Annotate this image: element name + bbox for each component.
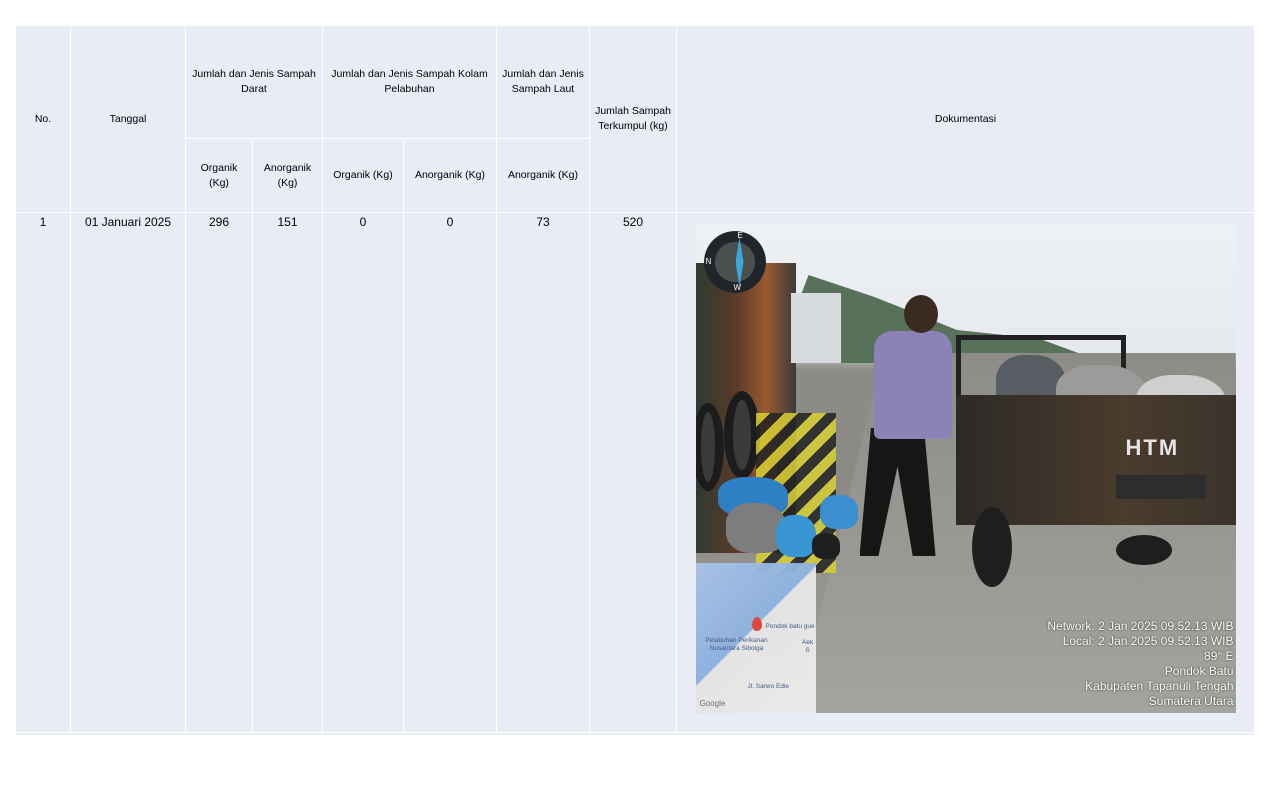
compass-needle [736, 237, 744, 287]
photo-trash-bag [812, 533, 840, 559]
header-darat-organik: Organik (Kg) [186, 139, 253, 213]
map-aek-label: Aek S [801, 639, 814, 654]
cell-darat-anorganik: 151 [253, 213, 323, 733]
header-total: Jumlah Sampah Terkumpul (kg) [590, 26, 677, 213]
photo-white-boat [791, 293, 841, 363]
compass-letter-w: W [733, 283, 742, 292]
stamp-heading: 89° E [1204, 649, 1234, 663]
cell-laut-anorganik: 73 [497, 213, 590, 733]
waste-report-sheet [15, 25, 1254, 735]
cart-plate [1116, 475, 1206, 499]
map-port-label: Pelabuhan Perikanan Nusantara Sibolga [705, 637, 768, 652]
header-dokumentasi: Dokumentasi [677, 26, 1255, 213]
photo-tire [724, 391, 760, 479]
map-pin-icon [752, 617, 762, 631]
photo-person-head [904, 295, 938, 333]
cart-box [956, 395, 1236, 525]
cart-label: HTM [1125, 435, 1180, 460]
photo-trash-bag [820, 495, 858, 529]
photo-person-body [874, 331, 952, 439]
cell-dokumentasi [677, 213, 1255, 733]
header-kolam-anorganik: Anorganik (Kg) [404, 139, 497, 213]
cart-wheel [972, 507, 1012, 587]
location-map [696, 563, 816, 713]
stamp-province: Sumatera Utara [1148, 694, 1234, 708]
header-darat-anorganik: Anorganik (Kg) [253, 139, 323, 213]
header-no: No. [16, 26, 71, 213]
photo-trash-bag [776, 515, 816, 557]
cell-total: 520 [590, 213, 677, 733]
compass-letter-n: N [705, 257, 712, 266]
header-kolam-organik: Organik (Kg) [323, 139, 404, 213]
header-laut-anorganik: Anorganik (Kg) [497, 139, 590, 213]
header-sampah-laut: Jumlah dan Jenis Sampah Laut [497, 26, 590, 139]
cell-kolam-anorganik: 0 [404, 213, 497, 733]
photo-tire [696, 403, 724, 491]
cart-wheel [1116, 535, 1172, 565]
stamp-place: Pondok Batu [1164, 664, 1234, 678]
waste-collection-table [15, 25, 1255, 733]
table-row [16, 213, 1255, 733]
map-pin-label: Pondok batu gue [765, 623, 815, 630]
documentation-photo [696, 223, 1236, 713]
compass-icon [700, 227, 770, 297]
stamp-regency: Kabupaten Tapanuli Tengah [1085, 679, 1234, 693]
google-logo: Google [699, 699, 726, 708]
photo-garbage-cart [956, 335, 1236, 575]
map-road-label: Jl. Sarwo Edie [747, 683, 790, 690]
cell-kolam-organik: 0 [323, 213, 404, 733]
header-sampah-kolam: Jumlah dan Jenis Sampah Kolam Pelabuhan [323, 26, 497, 139]
stamp-network-time: Network: 2 Jan 2025 09.52.13 WIB [1047, 619, 1234, 633]
cell-no: 1 [16, 213, 71, 733]
header-tanggal: Tanggal [71, 26, 186, 213]
cell-darat-organik: 296 [186, 213, 253, 733]
compass-letter-e: E [737, 231, 743, 240]
photo-timestamp-stamp [1047, 619, 1233, 709]
header-sampah-darat: Jumlah dan Jenis Sampah Darat [186, 26, 323, 139]
stamp-local-time: Local: 2 Jan 2025 09.52.13 WIB [1062, 634, 1234, 648]
cell-tanggal: 01 Januari 2025 [71, 213, 186, 733]
